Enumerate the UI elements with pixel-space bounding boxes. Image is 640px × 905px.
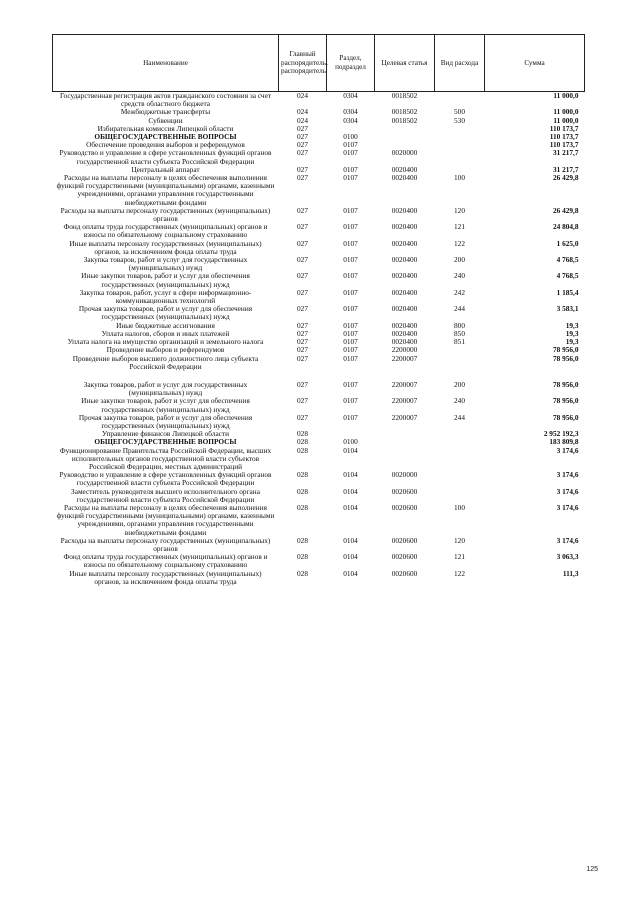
page-number: 125: [586, 866, 598, 873]
row-target: 2200000: [391, 345, 418, 355]
row-expense-type: [435, 92, 485, 109]
table-row: [53, 488, 585, 504]
row-admin: 024: [297, 107, 308, 117]
row-admin: 028: [297, 437, 308, 447]
row-section: 0107: [343, 205, 358, 215]
row-section: 0107: [343, 164, 358, 174]
row-admin: 027: [297, 271, 308, 281]
row-admin: 024: [297, 115, 308, 125]
row-admin: 028: [297, 429, 308, 439]
row-name: Иные бюджетные ассигнования: [116, 320, 215, 330]
row-expense-type: 121: [454, 222, 465, 232]
row-section: 0107: [343, 337, 358, 347]
row-sum: 11 000,0: [553, 91, 579, 100]
table-row: [53, 471, 585, 487]
row-section: 0104: [343, 445, 358, 455]
row-admin: 027: [297, 123, 308, 133]
table-row: [53, 240, 585, 256]
table-row: [53, 355, 585, 371]
row-name: Расходы на выплаты персоналу в целях обеспечения выполнения функций государственными (муниципальными) органами, казенными учреждениями, органами управления государственными внебюджетными фондами: [56, 502, 275, 537]
row-admin: 027: [297, 222, 308, 232]
table-row: [53, 553, 585, 569]
row-expense-type: 244: [454, 304, 465, 314]
row-target: 0020600: [391, 502, 418, 512]
row-section: 0107: [343, 173, 358, 183]
row-name: ОБЩЕГОСУДАРСТВЕННЫЕ ВОПРОСЫ: [94, 437, 237, 447]
row-target: 0020400: [391, 287, 418, 297]
row-expense-type: [435, 488, 485, 504]
row-name: Прочая закупка товаров, работ и услуг для обеспечения государственных (муниципальных) нужд: [78, 412, 253, 430]
row-admin: 027: [297, 164, 308, 174]
row-admin: 027: [297, 328, 308, 338]
row-admin: 027: [297, 148, 308, 158]
row-sum: 78 956,0: [552, 412, 579, 422]
table-row: [53, 108, 585, 116]
row-admin: 027: [297, 205, 308, 215]
row-name: Иные закупки товаров, работ и услуг для обеспечения государственных (муниципальных) нужд: [81, 396, 250, 414]
row-section: 0304: [343, 115, 358, 125]
row-sum: 111,3: [562, 568, 579, 578]
row-section: 0104: [343, 502, 358, 512]
table-row: [53, 92, 585, 109]
row-expense-type: 800: [454, 320, 465, 330]
row-target: 0018502: [391, 91, 418, 100]
row-expense-type: 244: [454, 412, 465, 422]
row-expense-type: 530: [454, 115, 465, 125]
row-expense-type: 200: [454, 255, 465, 265]
row-sum: 31 217,7: [552, 164, 579, 174]
row-section: 0107: [343, 140, 358, 150]
row-admin: 028: [297, 535, 308, 545]
row-section: 0304: [343, 91, 358, 100]
row-name: Центральный аппарат: [131, 164, 200, 174]
table-row: [53, 289, 585, 305]
row-target: 2200007: [391, 353, 418, 363]
row-section: 0107: [343, 255, 358, 265]
row-admin: 024: [297, 91, 308, 100]
row-target: 2200007: [391, 396, 418, 406]
row-name: Иные выплаты персоналу государственных (муниципальных) органов, за исключением фонда оплаты труда: [69, 568, 262, 586]
row-expense-type: [435, 133, 485, 141]
row-name: Закупка товаров, работ, услуг в сфере информационно-коммуникационных технологий: [79, 287, 252, 306]
row-admin: 027: [297, 353, 308, 363]
row-sum: 78 956,0: [552, 396, 579, 406]
row-target: 2200007: [391, 412, 418, 422]
row-sum: 19,3: [565, 328, 579, 338]
row-section: 0107: [343, 396, 358, 406]
table-row: [53, 570, 585, 586]
row-target: 0020400: [391, 337, 418, 347]
row-sum: 26 429,8: [552, 173, 579, 183]
row-admin: 028: [297, 470, 308, 480]
row-name: Расходы на выплаты персоналу государственных (муниципальных) органов: [60, 205, 271, 224]
row-admin: 027: [297, 379, 308, 389]
row-section: 0304: [343, 107, 358, 117]
row-section: 0107: [343, 328, 358, 338]
column-header-section: Раздел, подраздел: [327, 35, 375, 92]
row-name: Проведение выборов высшего должностного лица субъекта Российской Федерации: [72, 353, 259, 371]
row-expense-type: 122: [454, 568, 465, 578]
row-expense-type: 242: [454, 287, 465, 297]
row-sum: 11 000,0: [553, 107, 579, 117]
row-sum: 19,3: [565, 320, 579, 330]
column-header-admin: Главный распорядитель, распорядитель: [279, 35, 327, 92]
table-row: [53, 272, 585, 288]
row-target: 0020000: [391, 470, 418, 480]
row-target: 0020400: [391, 304, 418, 314]
row-expense-type: 120: [454, 205, 465, 215]
row-expense-type: [435, 430, 485, 438]
column-header-target: Целевая статья: [375, 35, 435, 92]
row-section: 0107: [343, 287, 358, 297]
row-target: [375, 125, 435, 133]
row-target: 0020400: [391, 328, 418, 338]
row-expense-type: 240: [454, 396, 465, 406]
table-header: [53, 35, 585, 92]
row-name: Государственная регистрация актов гражданского состояния за счет средств областного бюджета: [59, 91, 272, 109]
row-target: 0020400: [391, 173, 418, 183]
row-expense-type: 120: [454, 535, 465, 545]
table-row: [53, 537, 585, 553]
row-sum: 31 217,7: [552, 148, 579, 158]
row-expense-type: 240: [454, 271, 465, 281]
row-target: [375, 438, 435, 446]
row-admin: 027: [297, 287, 308, 297]
row-name: Управление финансов Липецкой области: [101, 429, 230, 439]
row-name: Закупка товаров, работ и услуг для государственных (муниципальных) нужд: [83, 255, 248, 273]
row-name: Иные выплаты персоналу государственных (муниципальных) органов, за исключением фонда оплаты труда: [69, 238, 262, 256]
row-sum: 78 956,0: [552, 379, 579, 389]
row-expense-type: [435, 355, 485, 371]
table-row: [53, 207, 585, 223]
table-row: [53, 149, 585, 165]
row-admin: 027: [297, 132, 308, 142]
row-expense-type: 100: [454, 502, 465, 512]
row-target: 0020400: [391, 320, 418, 330]
row-name: ОБЩЕГОСУДАРСТВЕННЫЕ ВОПРОСЫ: [94, 132, 237, 142]
row-target: 0020400: [391, 222, 418, 232]
row-target: [375, 430, 435, 438]
table-row: [53, 447, 585, 472]
row-expense-type: [435, 141, 485, 149]
table-row: [53, 223, 585, 239]
row-name: Фонд оплаты труда государственных (муниципальных) органов и взносы по обязательному социальному страхованию: [63, 552, 268, 570]
row-sum: 4 768,5: [556, 271, 579, 281]
row-target: [375, 133, 435, 141]
table-row: [53, 174, 585, 207]
row-admin: 028: [297, 502, 308, 512]
row-expense-type: [435, 125, 485, 133]
row-expense-type: 100: [454, 173, 465, 183]
row-sum: 1 185,4: [556, 287, 579, 297]
row-sum: 3 174,6: [556, 502, 579, 512]
row-admin: 027: [297, 345, 308, 355]
row-sum: 2 952 192,3: [543, 429, 579, 439]
row-sum: 110 173,7: [549, 140, 579, 150]
row-name: Расходы на выплаты персоналу государственных (муниципальных) органов: [60, 535, 271, 553]
row-admin: 027: [297, 320, 308, 330]
row-target: 0020400: [391, 205, 418, 215]
row-name: Фонд оплаты труда государственных (муниципальных) органов и взносы по обязательному социальному страхованию: [63, 222, 268, 240]
row-sum: 78 956,0: [552, 345, 579, 355]
row-target: 0020600: [391, 486, 418, 496]
row-target: 0018502: [391, 107, 418, 117]
budget-table: [52, 34, 585, 586]
row-section: 0107: [343, 412, 358, 422]
row-admin: 028: [297, 445, 308, 455]
row-name: Субвенции: [148, 115, 183, 125]
row-target: 0020600: [391, 552, 418, 562]
row-section: 0104: [343, 486, 358, 496]
row-expense-type: [435, 149, 485, 165]
row-admin: 028: [297, 486, 308, 496]
row-target: 0020400: [391, 271, 418, 281]
row-section: 0107: [343, 238, 358, 248]
row-name: Уплата налога на имущество организаций и земельного налога: [67, 337, 264, 347]
row-name: Закупка товаров, работ и услуг для государственных (муниципальных) нужд: [83, 379, 248, 398]
row-sum: 3 174,6: [556, 470, 579, 480]
row-target: [375, 447, 435, 472]
row-sum: 11 000,0: [553, 115, 579, 125]
row-name: Прочая закупка товаров, работ и услуг для обеспечения государственных (муниципальных) нужд: [78, 304, 253, 322]
column-header-name: Наименование: [53, 35, 279, 92]
table-row: [53, 305, 585, 321]
row-section: 0107: [343, 148, 358, 158]
row-sum: 3 174,6: [556, 486, 579, 496]
row-name: Иные закупки товаров, работ и услуг для обеспечения государственных (муниципальных) нужд: [81, 271, 250, 289]
row-name: Избирательная комиссия Липецкой области: [97, 123, 234, 133]
row-section: 0107: [343, 271, 358, 281]
table-row: [53, 381, 585, 397]
row-sum: 1 625,0: [556, 238, 579, 248]
row-target: 0020400: [391, 164, 418, 174]
row-sum: 3 174,6: [556, 445, 579, 455]
row-expense-type: [435, 346, 485, 354]
table-row: [53, 414, 585, 430]
table-row: [53, 504, 585, 537]
row-sum: 3 063,3: [556, 552, 579, 562]
row-admin: 028: [297, 552, 308, 562]
row-name: Руководство и управление в сфере установленных функций органов государственной власти субъекта Российской Федерации: [59, 148, 272, 166]
row-admin: 027: [297, 412, 308, 422]
row-name: Уплата налогов, сборов и иных платежей: [101, 328, 230, 338]
row-admin: 027: [297, 337, 308, 347]
row-admin: 027: [297, 255, 308, 265]
row-expense-type: [435, 438, 485, 446]
row-name: Обеспечение проведения выборов и референдумов: [86, 140, 245, 150]
row-expense-type: 121: [454, 552, 465, 562]
row-admin: 027: [297, 396, 308, 406]
row-target: 0020600: [391, 535, 418, 545]
row-section: 0107: [343, 353, 358, 363]
row-sum: 3 174,6: [556, 535, 579, 545]
row-section: 0107: [343, 304, 358, 314]
row-admin: 027: [297, 140, 308, 150]
row-expense-type: [435, 471, 485, 487]
row-target: 0020400: [391, 255, 418, 265]
row-section: 0100: [343, 132, 358, 142]
row-sum: 3 583,1: [556, 304, 579, 314]
row-section: 0104: [343, 552, 358, 562]
row-name: Руководство и управление в сфере установленных функций органов государственной власти субъекта Российской Федерации: [59, 470, 272, 488]
row-sum: 183 809,8: [549, 437, 579, 447]
row-sum: 4 768,5: [556, 255, 579, 265]
row-target: 0018502: [391, 115, 418, 125]
row-section: 0104: [343, 470, 358, 480]
row-sum: 26 429,8: [552, 205, 579, 215]
row-admin: 027: [297, 173, 308, 183]
row-expense-type: 200: [454, 379, 465, 389]
row-name: Проведение выборов и референдумов: [106, 345, 225, 355]
row-sum: 110 173,7: [549, 123, 579, 133]
row-expense-type: 500: [454, 107, 465, 117]
row-name: Расходы на выплаты персоналу в целях обеспечения выполнения функций государственными (муниципальными) органами, казенными учреждениями, органами управления государственными внебюджетными фондами: [56, 173, 275, 207]
row-section: 0107: [343, 320, 358, 330]
row-section: 0107: [343, 379, 358, 389]
row-expense-type: 851: [454, 337, 465, 347]
row-target: 0020600: [391, 568, 418, 578]
row-expense-type: 850: [454, 328, 465, 338]
row-section: 0107: [343, 222, 358, 232]
row-target: 0020400: [391, 238, 418, 248]
row-sum: 110 173,7: [549, 132, 579, 142]
row-target: 2200007: [391, 379, 418, 389]
row-admin: 027: [297, 304, 308, 314]
column-header-expense-type: Вид расхода: [435, 35, 485, 92]
column-header-sum: Сумма: [485, 35, 585, 92]
row-name: Межбюджетные трансферты: [120, 107, 211, 117]
row-section: 0107: [343, 345, 358, 355]
row-name: Заместитель руководителя высшего исполнительного органа государственной власти субъекта Российской Федерации: [71, 486, 260, 504]
row-sum: 78 956,0: [552, 353, 579, 363]
row-section: 0104: [343, 568, 358, 578]
row-name: Функционирование Правительства Российской Федерации, высших исполнительных органов государственной власти субъектов Российской Федерации, местных администраций: [59, 445, 272, 471]
row-admin: 027: [297, 238, 308, 248]
row-section: 0104: [343, 535, 358, 545]
row-admin: 028: [297, 568, 308, 578]
row-target: 0020000: [391, 148, 418, 158]
row-expense-type: [435, 447, 485, 472]
table-row: [53, 397, 585, 413]
row-section: 0100: [343, 437, 358, 447]
row-expense-type: 122: [454, 238, 465, 248]
table-row: [53, 256, 585, 272]
row-sum: 24 804,8: [552, 222, 579, 232]
row-sum: 19,3: [565, 337, 579, 347]
table-body: [53, 92, 585, 586]
